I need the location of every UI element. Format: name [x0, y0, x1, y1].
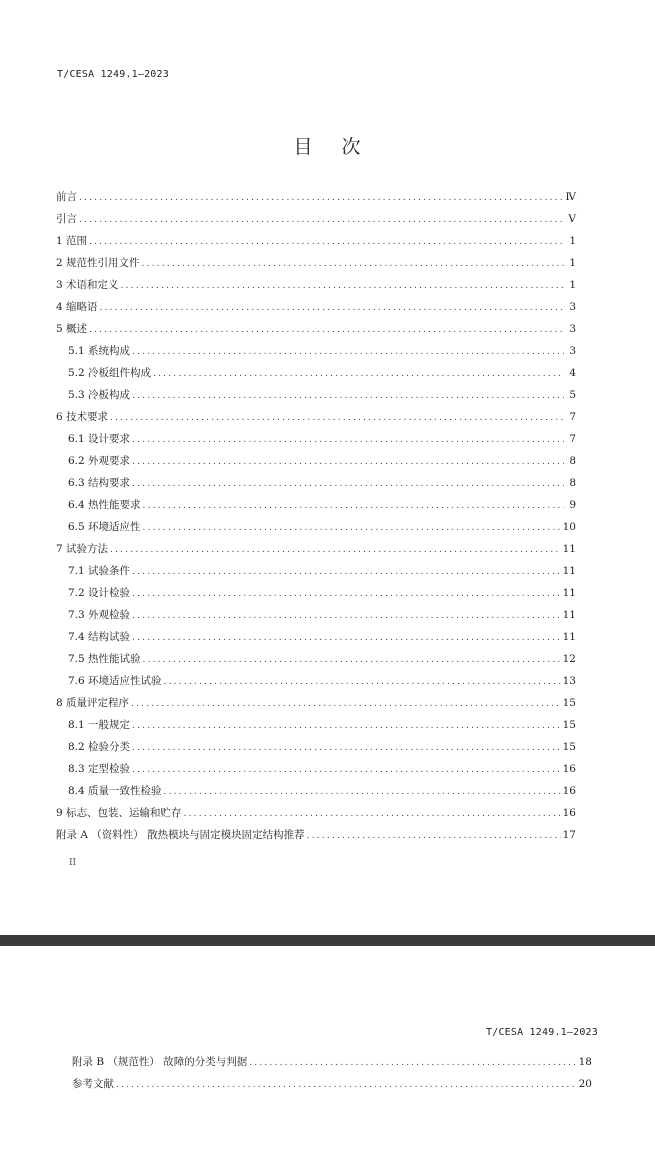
toc-entry-label: 7.1 试验条件 — [68, 565, 131, 577]
toc-entry-label: 6 技术要求 — [56, 411, 109, 423]
toc-leader-dots — [153, 363, 564, 385]
toc-entry[interactable] — [56, 780, 576, 802]
toc-leader-dots — [132, 429, 564, 451]
toc-leader-dots — [184, 803, 561, 825]
toc-leader-dots — [132, 759, 561, 781]
toc-entry-label: 3 术语和定义 — [56, 279, 119, 291]
toc-entry-page: Ⅴ — [568, 213, 576, 225]
toc-leader-dots — [132, 341, 564, 363]
toc-entry[interactable] — [56, 428, 576, 450]
standard-number: T/CESA 1249.1—2023 — [486, 1027, 598, 1038]
toc-leader-dots — [132, 561, 561, 583]
toc-entry[interactable] — [56, 714, 576, 736]
toc-entry[interactable] — [56, 736, 576, 758]
toc-entry-label: 6.4 热性能要求 — [68, 499, 141, 511]
table-of-contents — [56, 186, 576, 846]
toc-title — [0, 132, 655, 159]
toc-title-char: 次 — [341, 136, 362, 158]
toc-entry-label: 8.1 一般规定 — [68, 719, 131, 731]
toc-entry-page: 8 — [569, 455, 576, 467]
toc-leader-dots — [132, 451, 564, 473]
toc-entry-label: 9 标志、包装、运输和贮存 — [56, 807, 182, 819]
toc-entry[interactable] — [56, 516, 576, 538]
toc-leader-dots — [249, 1052, 576, 1074]
toc-entry-label: 6.3 结构要求 — [68, 477, 131, 489]
toc-entry-label: 6.2 外观要求 — [68, 455, 131, 467]
toc-leader-dots — [79, 209, 564, 231]
toc-entry-page: 11 — [562, 543, 576, 555]
toc-leader-dots — [143, 517, 561, 539]
toc-entry-label: 7.6 环境适应性试验 — [68, 675, 162, 687]
toc-leader-dots — [164, 671, 561, 693]
toc-entry[interactable] — [56, 692, 576, 714]
toc-entry[interactable] — [56, 186, 576, 208]
toc-title-char: 目 — [293, 136, 314, 158]
toc-entry-label: 8.2 检验分类 — [68, 741, 131, 753]
toc-entry[interactable] — [56, 824, 576, 846]
toc-entry-page: 15 — [562, 719, 576, 731]
toc-entry-label: 5.1 系统构成 — [68, 345, 131, 357]
toc-leader-dots — [142, 253, 564, 275]
toc-entry-page: 11 — [562, 631, 576, 643]
toc-leader-dots — [89, 319, 564, 341]
toc-entry-label: 1 范围 — [56, 235, 88, 247]
toc-entry-page: 12 — [562, 653, 576, 665]
toc-entry-page: 1 — [569, 257, 576, 269]
toc-leader-dots — [132, 473, 564, 495]
toc-entry[interactable] — [56, 648, 576, 670]
toc-entry-label: 5 概述 — [56, 323, 88, 335]
toc-entry[interactable] — [56, 560, 576, 582]
toc-leader-dots — [110, 539, 561, 561]
toc-entry-page: 11 — [562, 587, 576, 599]
toc-entry[interactable] — [56, 340, 576, 362]
toc-leader-dots — [131, 693, 561, 715]
toc-entry-page: 8 — [569, 477, 576, 489]
toc-leader-dots — [143, 649, 561, 671]
standard-number: T/CESA 1249.1—2023 — [57, 69, 169, 80]
toc-entry-page: 11 — [562, 609, 576, 621]
toc-entry-page: 7 — [569, 433, 576, 445]
toc-entry-label: 5.2 冷板组件构成 — [68, 367, 152, 379]
toc-entry-label: 7.5 热性能试验 — [68, 653, 141, 665]
toc-entry-page: 16 — [562, 785, 576, 797]
toc-leader-dots — [89, 231, 564, 253]
toc-entry[interactable] — [56, 582, 576, 604]
toc-entry-page: 17 — [562, 829, 576, 841]
page-separator — [0, 935, 655, 946]
toc-entry-label: 引言 — [56, 213, 77, 225]
page-number-footer: II — [69, 858, 77, 868]
toc-entry[interactable] — [56, 318, 576, 340]
toc-entry-label: 8.4 质量一致性检验 — [68, 785, 162, 797]
toc-leader-dots — [132, 715, 561, 737]
toc-leader-dots — [116, 1074, 577, 1096]
toc-entry-label: 8.3 定型检验 — [68, 763, 131, 775]
toc-entry-label: 7.4 结构试验 — [68, 631, 131, 643]
toc-entry-page: 5 — [569, 389, 576, 401]
toc-leader-dots — [164, 781, 561, 803]
toc-entry-page: Ⅳ — [565, 191, 576, 203]
toc-entry-page: 16 — [562, 807, 576, 819]
toc-entry[interactable] — [56, 538, 576, 560]
toc-leader-dots — [132, 583, 561, 605]
toc-entry-page: 7 — [569, 411, 576, 423]
toc-entry[interactable] — [56, 450, 576, 472]
toc-entry-page: 13 — [562, 675, 576, 687]
toc-entry[interactable] — [56, 362, 576, 384]
toc-entry[interactable] — [56, 758, 576, 780]
toc-leader-dots — [132, 605, 561, 627]
toc-entry-label: 6.1 设计要求 — [68, 433, 131, 445]
toc-leader-dots — [100, 297, 564, 319]
toc-entry-label: 7 试验方法 — [56, 543, 109, 555]
toc-entry[interactable] — [56, 406, 576, 428]
toc-entry-page: 11 — [562, 565, 576, 577]
toc-leader-dots — [110, 407, 564, 429]
toc-entry[interactable] — [56, 604, 576, 626]
toc-entry[interactable] — [56, 670, 576, 692]
toc-leader-dots — [132, 627, 561, 649]
toc-entry[interactable] — [56, 252, 576, 274]
toc-entry-page: 16 — [562, 763, 576, 775]
toc-entry[interactable] — [56, 274, 576, 296]
toc-entry-page: 10 — [562, 521, 576, 533]
toc-entry-page: 4 — [569, 367, 576, 379]
toc-entry-page: 15 — [562, 697, 576, 709]
toc-entry-page: 3 — [569, 301, 576, 313]
toc-entry-label: 8 质量评定程序 — [56, 697, 130, 709]
toc-entry[interactable] — [72, 1051, 592, 1073]
toc-entry-label: 7.2 设计检验 — [68, 587, 131, 599]
toc-entry-label: 7.3 外观检验 — [68, 609, 131, 621]
toc-entry[interactable] — [56, 472, 576, 494]
toc-leader-dots — [132, 385, 564, 407]
toc-leader-dots — [143, 495, 564, 517]
toc-entry[interactable] — [56, 230, 576, 252]
toc-entry[interactable] — [72, 1073, 592, 1095]
toc-entry-label: 5.3 冷板构成 — [68, 389, 131, 401]
toc-entry-label: 6.5 环境适应性 — [68, 521, 141, 533]
toc-entry-page: 15 — [562, 741, 576, 753]
table-of-contents-continued — [72, 1051, 592, 1095]
toc-entry-label: 附录 B （规范性） 故障的分类与判据 — [72, 1056, 248, 1068]
toc-leader-dots — [132, 737, 561, 759]
toc-entry-label: 参考文献 — [72, 1078, 114, 1090]
toc-entry[interactable] — [56, 384, 576, 406]
toc-leader-dots — [307, 825, 561, 847]
toc-entry-page: 1 — [569, 279, 576, 291]
toc-entry[interactable] — [56, 802, 576, 824]
toc-entry-page: 3 — [569, 323, 576, 335]
toc-entry-page: 3 — [569, 345, 576, 357]
toc-entry-page: 20 — [578, 1078, 592, 1090]
toc-entry[interactable] — [56, 296, 576, 318]
toc-entry-label: 附录 A （资料性） 散热模块与固定模块固定结构推荐 — [56, 829, 305, 841]
toc-entry-label: 4 缩略语 — [56, 301, 98, 313]
toc-leader-dots — [79, 187, 564, 209]
toc-entry-page: 18 — [578, 1056, 592, 1068]
toc-entry-page: 9 — [569, 499, 576, 511]
toc-entry-page: 1 — [569, 235, 576, 247]
toc-entry[interactable] — [56, 494, 576, 516]
toc-entry-label: 2 规范性引用文件 — [56, 257, 140, 269]
toc-entry-label: 前言 — [56, 191, 77, 203]
toc-entry[interactable] — [56, 208, 576, 230]
document-page-2 — [0, 946, 655, 1159]
toc-leader-dots — [121, 275, 564, 297]
toc-entry[interactable] — [56, 626, 576, 648]
